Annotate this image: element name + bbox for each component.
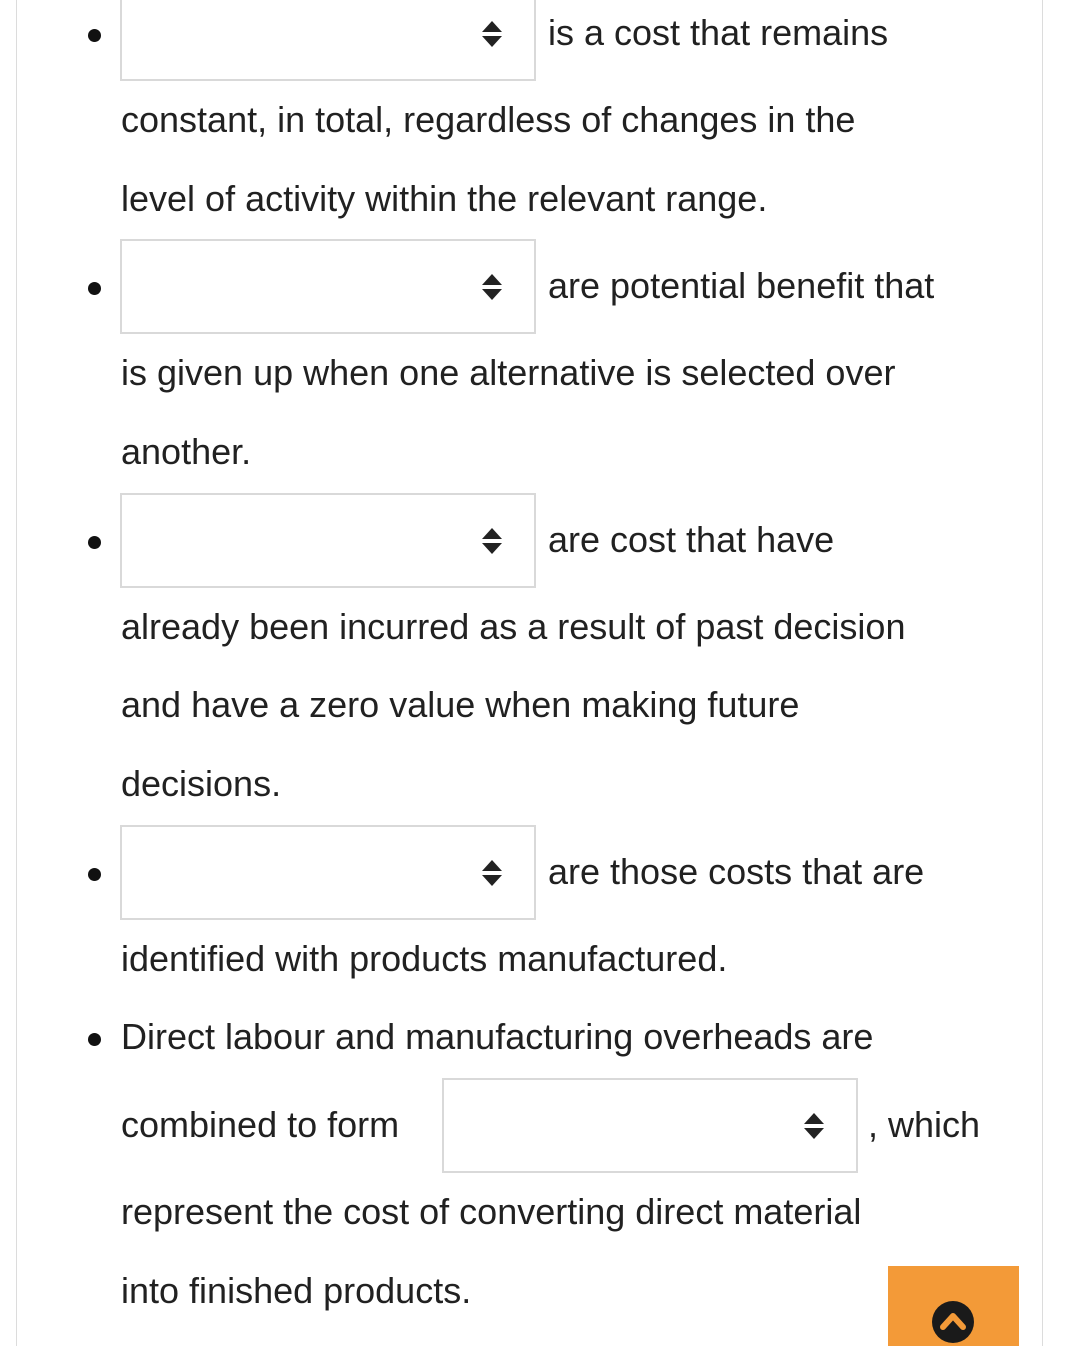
answer-dropdown-3[interactable] [120,493,536,588]
item-text: represent the cost of converting direct material [121,1191,862,1232]
item-text: constant, in total, regardless of changes in the [121,99,856,140]
answer-dropdown-5[interactable] [442,1078,858,1173]
sort-updown-icon [482,21,502,47]
item-text: and have a zero value when making future [121,684,800,725]
item-text: is a cost that remains [548,12,889,53]
sort-updown-icon [482,274,502,300]
sort-updown-icon [482,528,502,554]
item-text: decisions. [121,763,282,804]
item-text: are those costs that are [548,851,925,892]
item-text: , which [868,1104,981,1145]
item-text: another. [121,431,252,472]
bullet-icon [88,29,101,42]
item-text: level of activity within the relevant range. [121,178,768,219]
bullet-icon [88,868,101,881]
answer-dropdown-1[interactable] [120,0,536,81]
item-text: Direct labour and manufacturing overheads are [121,1016,874,1057]
item-text: already been incurred as a result of past decision [121,606,906,647]
item-text: into finished products. [121,1270,472,1311]
answer-dropdown-4[interactable] [120,825,536,920]
bullet-icon [88,536,101,549]
sort-updown-icon [804,1113,824,1139]
scroll-to-top-button[interactable] [888,1266,1019,1346]
chevron-up-circle-icon [932,1301,974,1343]
item-text: are cost that have [548,519,835,560]
bullet-icon [88,282,101,295]
item-text: identified with products manufactured. [121,938,728,979]
item-text: are potential benefit that [548,265,935,306]
item-text: is given up when one alternative is selected over [121,352,896,393]
sort-updown-icon [482,860,502,886]
bullet-icon [88,1033,101,1046]
answer-dropdown-2[interactable] [120,239,536,334]
item-text: combined to form [121,1104,400,1145]
